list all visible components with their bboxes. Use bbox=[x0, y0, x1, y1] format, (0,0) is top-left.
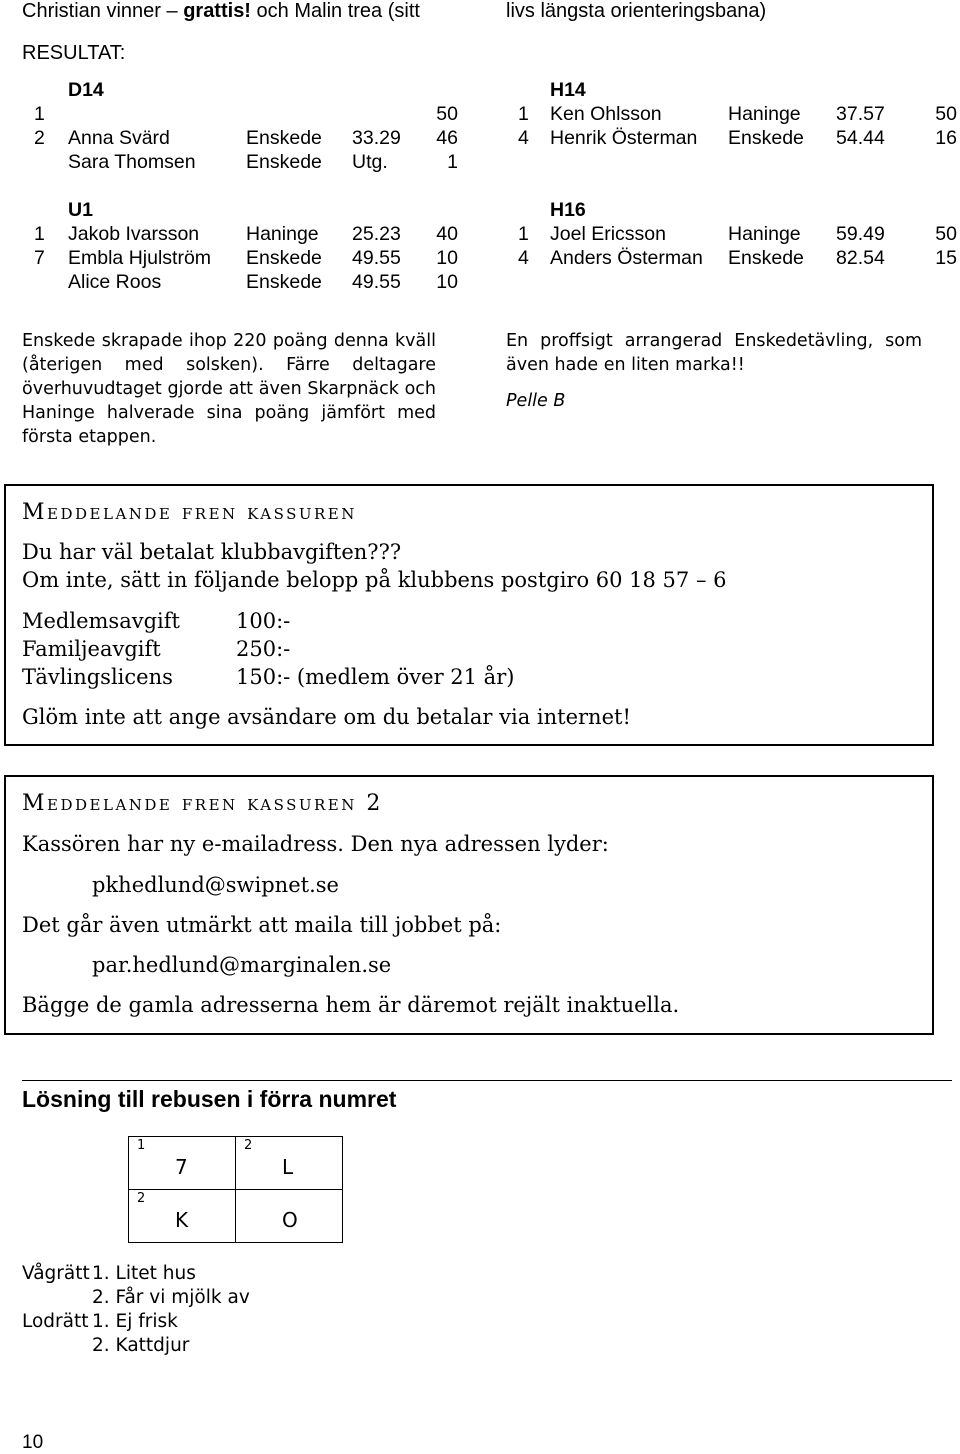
notice-heading: Meddelande fren kassuren 2 bbox=[22, 791, 383, 816]
result-club: Enskede bbox=[728, 247, 804, 269]
section-divider bbox=[22, 1080, 952, 1081]
summary-right bbox=[506, 329, 922, 413]
fee-label: Familjeavgift bbox=[22, 637, 161, 661]
notice-line: Det går även utmärkt att maila till jobbet på: bbox=[22, 913, 502, 937]
result-place: 4 bbox=[518, 247, 529, 269]
summary-right-text: En proffsigt arrangerad Enskedetävling, som även hade en liten marka!! bbox=[506, 331, 922, 375]
result-time: 33.29 bbox=[352, 127, 401, 149]
fee-amount: 250:- bbox=[236, 637, 291, 661]
result-club: Enskede bbox=[246, 127, 322, 149]
result-name: Sara Thomsen bbox=[68, 151, 196, 173]
result-club: Enskede bbox=[246, 151, 322, 173]
fee-label: Medlemsavgift bbox=[22, 609, 180, 633]
result-name: Anna Svärd bbox=[68, 127, 170, 149]
result-points: 40 bbox=[436, 223, 458, 245]
result-place: 7 bbox=[34, 247, 45, 269]
result-points: 15 bbox=[935, 247, 957, 269]
result-club: Enskede bbox=[246, 271, 322, 293]
result-place: 1 bbox=[518, 103, 529, 125]
notice-line: Bägge de gamla adresserna hem är däremot rejält inaktuella. bbox=[22, 993, 680, 1017]
result-time: 37.57 bbox=[836, 103, 885, 125]
intro-text-after: och Malin trea (sitt bbox=[250, 0, 420, 22]
notice-treasurer-2 bbox=[4, 775, 934, 1035]
cell-number: 1 bbox=[137, 1138, 146, 1153]
result-club: Haninge bbox=[728, 223, 801, 245]
result-points: 50 bbox=[935, 223, 957, 245]
result-club: Haninge bbox=[728, 103, 801, 125]
notice-heading: Meddelande fren kassuren bbox=[22, 500, 357, 525]
result-points: 10 bbox=[436, 271, 458, 293]
group-title-h16: H16 bbox=[550, 199, 586, 221]
result-points: 10 bbox=[436, 247, 458, 269]
rebus-grid bbox=[128, 1136, 343, 1243]
signature: Pelle B bbox=[506, 391, 566, 411]
cell-letter: 7 bbox=[175, 1155, 188, 1179]
group-title-u1: U1 bbox=[68, 199, 93, 221]
page-number: 10 bbox=[22, 1432, 44, 1453]
cell-letter: K bbox=[175, 1208, 189, 1232]
clue-text: 1. Litet hus bbox=[92, 1263, 196, 1284]
group-title-d14: D14 bbox=[68, 79, 104, 101]
result-time: 25.23 bbox=[352, 223, 401, 245]
result-name: Embla Hjulström bbox=[68, 247, 212, 269]
email-address: par.hedlund@marginalen.se bbox=[92, 953, 392, 977]
result-points: 50 bbox=[436, 103, 458, 125]
cell-letter: L bbox=[282, 1155, 294, 1179]
rebus-cell bbox=[236, 1190, 343, 1243]
clue-text: 2. Får vi mjölk av bbox=[92, 1287, 250, 1308]
clue-direction: Lodrätt bbox=[22, 1311, 89, 1332]
result-time: 82.54 bbox=[836, 247, 885, 269]
summary-left-text: Enskede skrapade ihop 220 poäng denna kväll (återigen med solsken). Färre deltagare överhuvudtaget gjorde att även Skarpnäck och Haninge halverade sina poäng jämfört med första etappen. bbox=[22, 331, 436, 447]
notice-footer: Glöm inte att ange avsändare om du betalar via internet! bbox=[22, 705, 631, 729]
cell-number: 2 bbox=[137, 1191, 146, 1206]
result-name: Alice Roos bbox=[68, 271, 162, 293]
fee-amount: 100:- bbox=[236, 609, 291, 633]
result-club: Haninge bbox=[246, 223, 319, 245]
email-address: pkhedlund@swipnet.se bbox=[92, 873, 339, 897]
intro-text: Christian vinner – bbox=[22, 0, 184, 22]
result-place: 1 bbox=[34, 223, 45, 245]
intro-line bbox=[22, 0, 420, 23]
results-heading: RESULTAT: bbox=[22, 42, 126, 64]
notice-line: Kassören har ny e-mailadress. Den nya adressen lyder: bbox=[22, 832, 609, 856]
cell-letter: O bbox=[282, 1208, 298, 1232]
result-time: 49.55 bbox=[352, 271, 401, 293]
result-place: 2 bbox=[34, 127, 45, 149]
intro-bold: grattis! bbox=[183, 0, 251, 22]
notice-line: Du har väl betalat klubbavgiften??? bbox=[22, 540, 402, 564]
notice-treasurer bbox=[4, 484, 934, 746]
summary-left bbox=[22, 329, 436, 449]
rebus-cell bbox=[129, 1137, 236, 1190]
result-name: Henrik Österman bbox=[550, 127, 698, 149]
result-points: 16 bbox=[935, 127, 957, 149]
intro-line-right: livs längsta orienteringsbana) bbox=[506, 0, 767, 22]
result-points: 46 bbox=[436, 127, 458, 149]
rebus-cell bbox=[236, 1137, 343, 1190]
cell-number: 2 bbox=[244, 1138, 253, 1153]
result-time: 49.55 bbox=[352, 247, 401, 269]
result-points: 50 bbox=[935, 103, 957, 125]
results-right bbox=[506, 78, 960, 278]
results-left bbox=[0, 78, 470, 298]
result-place: 1 bbox=[34, 103, 45, 125]
result-name: Ken Ohlsson bbox=[550, 103, 662, 125]
result-time: 59.49 bbox=[836, 223, 885, 245]
result-time: Utg. bbox=[352, 151, 388, 173]
rebus-cell bbox=[129, 1190, 236, 1243]
result-place: 4 bbox=[518, 127, 529, 149]
result-name: Joel Ericsson bbox=[550, 223, 666, 245]
rebus-title: Lösning till rebusen i förra numret bbox=[22, 1086, 397, 1112]
clue-direction: Vågrätt bbox=[22, 1263, 90, 1284]
result-place: 1 bbox=[518, 223, 529, 245]
result-name: Anders Österman bbox=[550, 247, 703, 269]
result-club: Enskede bbox=[246, 247, 322, 269]
clue-text: 1. Ej frisk bbox=[92, 1311, 178, 1332]
clue-text: 2. Kattdjur bbox=[92, 1335, 190, 1356]
result-time: 54.44 bbox=[836, 127, 885, 149]
result-name: Jakob Ivarsson bbox=[68, 223, 200, 245]
notice-line: Om inte, sätt in följande belopp på klubbens postgiro 60 18 57 – 6 bbox=[22, 568, 727, 592]
fee-label: Tävlingslicens bbox=[22, 665, 173, 689]
result-club: Enskede bbox=[728, 127, 804, 149]
fee-amount: 150:- (medlem över 21 år) bbox=[236, 665, 515, 689]
result-points: 1 bbox=[447, 151, 458, 173]
group-title-h14: H14 bbox=[550, 79, 586, 101]
